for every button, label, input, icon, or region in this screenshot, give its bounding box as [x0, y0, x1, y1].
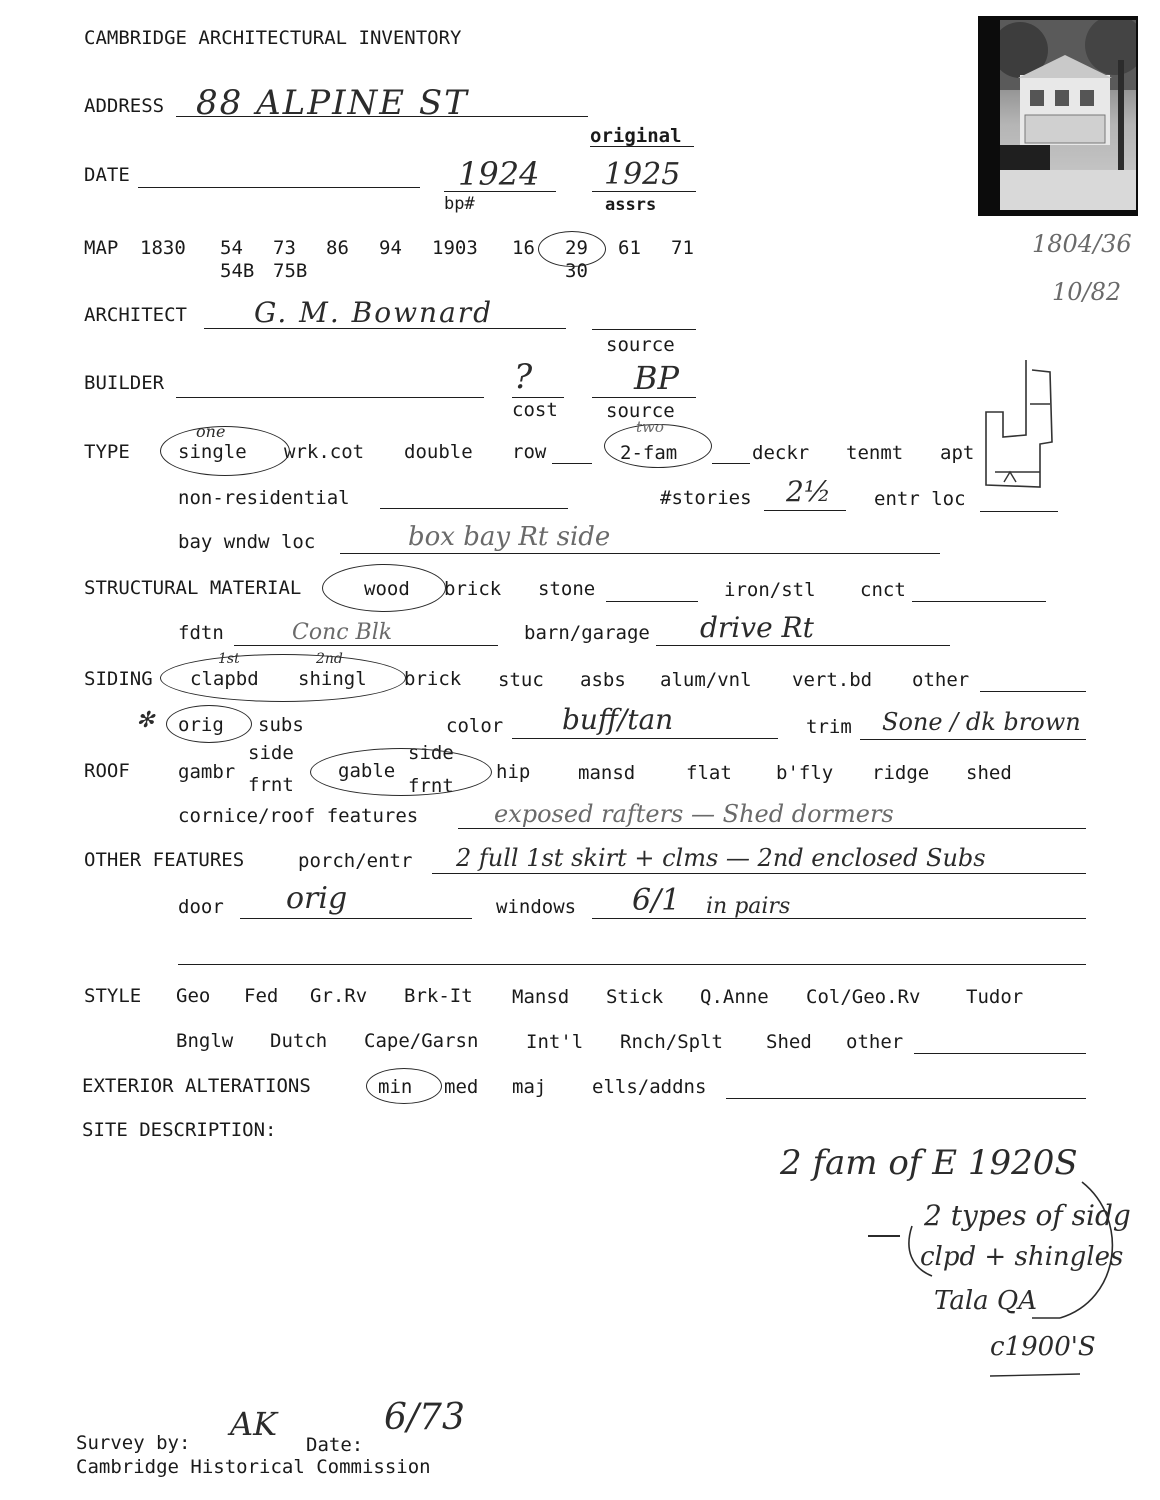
surveyor-value: AK: [230, 1405, 278, 1443]
bp-label: bp#: [444, 194, 475, 214]
subs-label: subs: [258, 714, 304, 736]
style-tudor: Tudor: [966, 986, 1024, 1008]
roof-frnt-1: frnt: [248, 774, 294, 796]
form-title: CAMBRIDGE ARCHITECTURAL INVENTORY: [84, 27, 462, 49]
address-value: 88 ALPINE ST: [196, 83, 469, 123]
structural-iron: iron/stl: [724, 579, 816, 601]
fdtn-label: fdtn: [178, 622, 224, 644]
structural-wood: wood: [364, 578, 410, 600]
siding-label: SIDING: [84, 668, 153, 690]
style-fed: Fed: [244, 985, 279, 1007]
roof-flat: flat: [686, 762, 732, 784]
type-2fam-note: two: [636, 418, 664, 436]
windows-value: 6/1: [632, 883, 681, 918]
roof-ridge: ridge: [872, 762, 930, 784]
roof-frnt-2: frnt: [408, 775, 454, 797]
windows-label: windows: [496, 896, 577, 918]
windows-note: in pairs: [706, 894, 791, 919]
barn-value: drive Rt: [700, 611, 814, 644]
fdtn-value: Conc Blk: [292, 620, 393, 645]
door-line: [240, 918, 472, 919]
roof-gambr: gambr: [178, 761, 236, 783]
map-29-circle: [538, 231, 606, 267]
builder-source-value: BP: [634, 359, 680, 397]
trim-label: trim: [806, 716, 852, 738]
style-colgeo: Col/Geo.Rv: [806, 986, 921, 1008]
trim-line: [860, 739, 1086, 740]
siding-asbs: asbs: [580, 669, 626, 691]
address-label: ADDRESS: [84, 95, 165, 117]
nonres-label: non-residential: [178, 487, 350, 509]
builder-label: BUILDER: [84, 372, 165, 394]
map-year-29: 29: [565, 237, 588, 259]
structural-stone: stone: [538, 578, 596, 600]
map-year-61: 61: [618, 237, 641, 259]
type-apt: apt: [940, 442, 975, 464]
assrs-year-value: 1925: [604, 157, 681, 192]
map-label: MAP: [84, 237, 119, 259]
fdtn-line: [234, 645, 498, 646]
map-year-73: 73: [273, 237, 296, 259]
house-illustration: [1000, 20, 1136, 210]
stories-value: 2½: [786, 475, 831, 508]
date-line: [138, 187, 420, 188]
color-value: buff/tan: [562, 703, 674, 736]
entr-loc-label: entr loc: [874, 488, 966, 510]
roof-mansd: mansd: [578, 762, 636, 784]
type-2fam: 2-fam: [620, 442, 678, 464]
roof-shed: shed: [966, 762, 1012, 784]
color-line: [512, 738, 778, 739]
bp-line: [444, 191, 556, 192]
cornice-label: cornice/roof features: [178, 805, 419, 827]
style-brkit: Brk-It: [404, 985, 473, 1007]
survey-date-value: 6/73: [384, 1397, 465, 1438]
architect-source-line: [592, 329, 696, 330]
survey-label: Survey by:: [76, 1432, 191, 1454]
bay-value: box bay Rt side: [408, 522, 611, 552]
site-note-4: Tala QA: [934, 1286, 1037, 1316]
ext-alt-min-circle: [366, 1068, 442, 1104]
date-label: DATE: [84, 164, 130, 186]
ext-alt-line: [726, 1098, 1086, 1099]
orig-label: orig: [178, 714, 224, 736]
type-2fam-line: [712, 463, 750, 464]
structural-brick: brick: [444, 578, 502, 600]
windows-line: [592, 918, 1086, 919]
siding-alum: alum/vnl: [660, 669, 752, 691]
siding-other-line: [980, 691, 1086, 692]
map-year-71: 71: [671, 237, 694, 259]
siding-shingl: shingl: [298, 668, 367, 690]
commission-name: Cambridge Historical Commission: [76, 1456, 431, 1478]
blank-line: [178, 964, 1086, 965]
type-label: TYPE: [84, 441, 130, 463]
roof-gable: gable: [338, 760, 396, 782]
map-year-1903: 1903: [432, 237, 478, 259]
roof-side-1: side: [248, 742, 294, 764]
porch-line: [432, 873, 1086, 874]
bay-label: bay wndw loc: [178, 531, 316, 553]
structural-wood-circle: [322, 564, 446, 612]
corner-note-1: 1804/36: [1032, 230, 1132, 258]
orig-circle: [166, 705, 252, 743]
style-qanne: Q.Anne: [700, 986, 769, 1008]
cost-label: cost: [512, 399, 558, 421]
orig-mark: ✻: [136, 708, 155, 733]
assrs-line: [592, 191, 696, 192]
cornice-line: [458, 828, 1086, 829]
roof-side-2: side: [408, 742, 454, 764]
structural-label: STRUCTURAL MATERIAL: [84, 577, 302, 599]
style-other: other: [846, 1031, 904, 1053]
map-year-16: 16: [512, 237, 535, 259]
site-label: SITE DESCRIPTION:: [82, 1119, 277, 1141]
building-photo: [978, 16, 1138, 216]
map-year-54: 54: [220, 237, 243, 259]
type-deckr: deckr: [752, 442, 810, 464]
style-dutch: Dutch: [270, 1030, 328, 1052]
stories-line: [764, 510, 846, 511]
style-geo: Geo: [176, 985, 211, 1007]
ext-alt-med: med: [444, 1076, 479, 1098]
roof-bfly: b'fly: [776, 762, 834, 784]
porch-value: 2 full 1st skirt + clms — 2nd enclosed Subs: [456, 844, 986, 872]
roof-gable-circle: [310, 748, 492, 796]
type-tenmt: tenmt: [846, 442, 904, 464]
style-label: STYLE: [84, 985, 142, 1007]
door-value: orig: [286, 881, 348, 916]
structural-cnct: cnct: [860, 579, 906, 601]
barn-label: barn/garage: [524, 622, 650, 644]
type-double: double: [404, 441, 473, 463]
style-mansd: Mansd: [512, 986, 570, 1008]
cost-line: [512, 397, 564, 398]
type-row: row: [512, 441, 547, 463]
entr-loc-line: [980, 511, 1058, 512]
style-other-line: [914, 1053, 1086, 1054]
structural-cnct-line: [912, 601, 1046, 602]
map-year-75b: 75B: [273, 260, 308, 282]
type-row-line: [552, 463, 592, 464]
barn-line: [656, 645, 950, 646]
style-grrv: Gr.Rv: [310, 985, 368, 1007]
map-year-54b: 54B: [220, 260, 255, 282]
type-single-note: one: [196, 422, 226, 441]
architect-label: ARCHITECT: [84, 304, 187, 326]
other-features-label: OTHER FEATURES: [84, 849, 245, 871]
siding-circle: [160, 651, 406, 702]
type-single: single: [178, 441, 247, 463]
roof-label: ROOF: [84, 760, 130, 782]
porch-label: porch/entr: [298, 850, 413, 872]
ext-alt-label: EXTERIOR ALTERATIONS: [82, 1075, 311, 1097]
survey-date-label: Date:: [306, 1434, 364, 1456]
siding-clapbd: clapbd: [190, 668, 259, 690]
builder-line: [176, 397, 484, 398]
siding-stuc: stuc: [498, 669, 544, 691]
architect-source-label: source: [606, 334, 675, 356]
siding-brick: brick: [404, 668, 462, 690]
original-label: original: [590, 125, 682, 147]
style-cape: Cape/Garsn: [364, 1030, 479, 1052]
bp-year-value: 1924: [458, 155, 540, 193]
map-year-94: 94: [379, 237, 402, 259]
ext-alt-ells: ells/addns: [592, 1076, 707, 1098]
map-year-1830: 1830: [140, 237, 186, 259]
style-bnglw: Bnglw: [176, 1030, 234, 1052]
siding-note-1: 1st: [218, 651, 240, 667]
type-wrk-cot: wrk.cot: [284, 441, 365, 463]
architect-value: G. M. Bownard: [254, 296, 494, 329]
original-underline: [590, 146, 694, 147]
style-shed: Shed: [766, 1031, 812, 1053]
site-note-3: clpd + shingles: [920, 1242, 1124, 1272]
style-rnch: Rnch/Splt: [620, 1031, 723, 1053]
ext-alt-min: min: [378, 1076, 413, 1098]
color-label: color: [446, 715, 504, 737]
door-label: door: [178, 896, 224, 918]
trim-value: Sone / dk brown: [882, 708, 1081, 736]
map-year-30: 30: [565, 260, 588, 282]
site-note-2: 2 types of sidg: [924, 1199, 1131, 1232]
roof-hip: hip: [496, 761, 531, 783]
bay-line: [340, 553, 940, 554]
siding-vert: vert.bd: [792, 669, 873, 691]
corner-note-2: 10/82: [1052, 278, 1122, 306]
builder-source-line: [592, 397, 696, 398]
structural-stone-line: [606, 601, 698, 602]
style-stick: Stick: [606, 986, 664, 1008]
site-note-5: c1900'S: [990, 1332, 1096, 1362]
ext-alt-maj: maj: [512, 1076, 547, 1098]
builder-source-label: source: [606, 400, 675, 422]
siding-other: other: [912, 669, 970, 691]
siding-note-2: 2nd: [316, 651, 343, 667]
stories-label: #stories: [660, 487, 752, 509]
assrs-label: assrs: [605, 195, 657, 215]
map-year-86: 86: [326, 237, 349, 259]
nonres-line: [380, 508, 568, 509]
cornice-value: exposed rafters — Shed dormers: [494, 800, 894, 828]
cost-value: ?: [514, 357, 533, 397]
style-intl: Int'l: [526, 1031, 584, 1053]
site-note-1: 2 fam of E 1920S: [780, 1143, 1078, 1183]
